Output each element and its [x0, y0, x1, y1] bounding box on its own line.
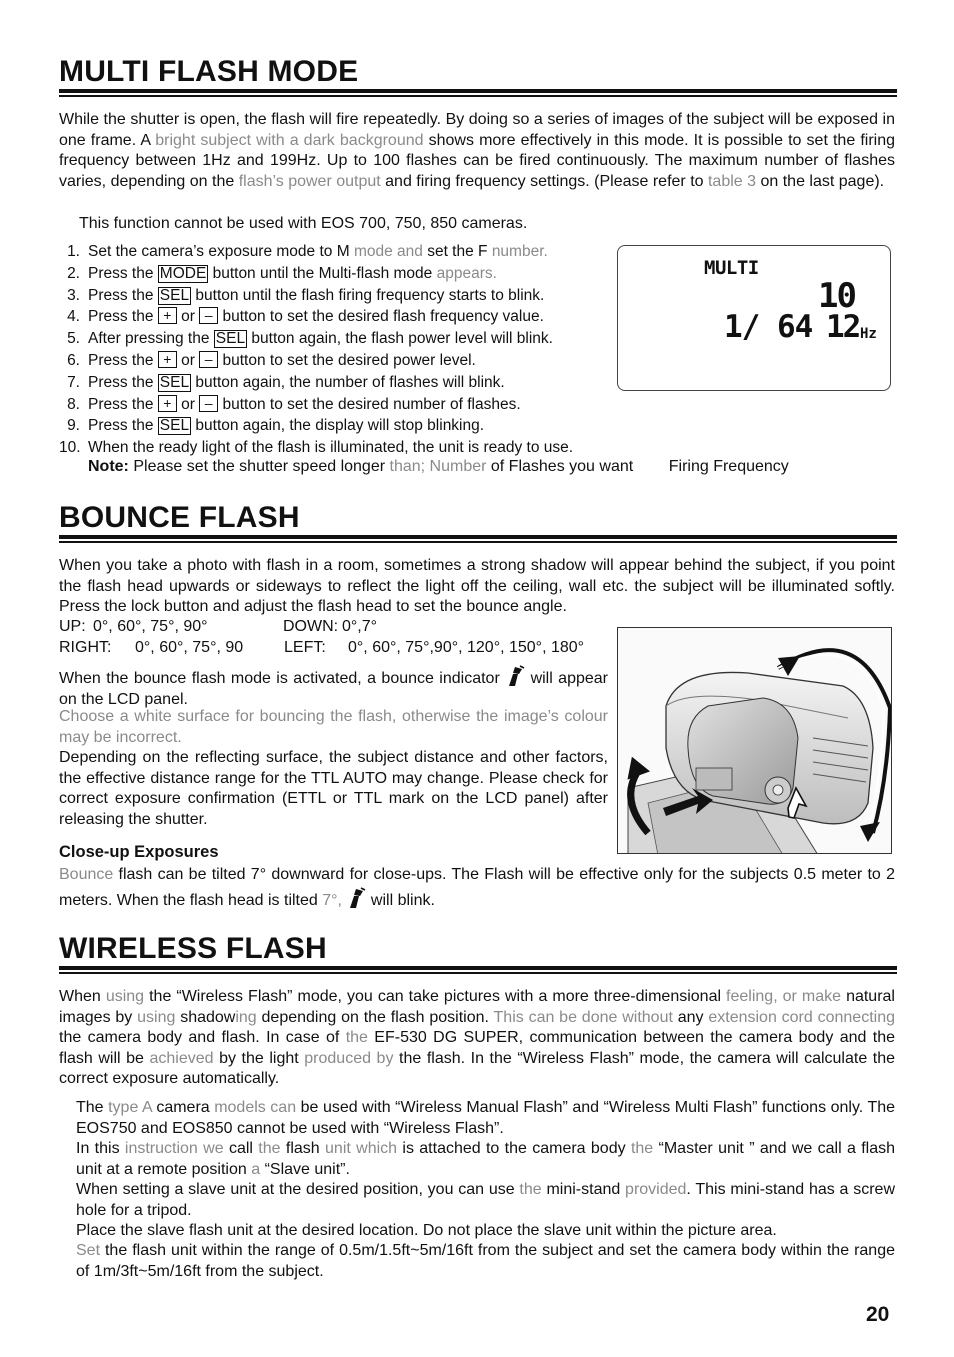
step-item: [59, 328, 619, 350]
lcd-flash-count: 10: [818, 276, 855, 316]
text-run: using: [137, 1008, 176, 1026]
text-run: Bounce: [59, 866, 114, 883]
multi-intro: [59, 110, 895, 192]
text-run: button to set the desired number of flashes.: [218, 395, 521, 413]
text-run: provided: [625, 1181, 687, 1198]
note-label: Note:: [88, 458, 129, 475]
text-run: EF-530 DG SUPER, communication between the camera body and the flash will be: [59, 1029, 896, 1067]
text-run: “Master unit ” and we call a flash unit at a remote position: [76, 1140, 896, 1178]
text-run: Press the: [88, 395, 158, 413]
text-run: than; Number: [389, 458, 487, 475]
text-run: on the last page).: [756, 172, 885, 190]
text-run: Set: [76, 1242, 101, 1259]
text-run: Set the camera’s exposure mode to M: [88, 243, 354, 260]
text-run: the flash unit within the range of 0.5m/1.5ft~5m/16ft from the subject and set the camera body within the range of 1m/3ft~5m/16ft from the subject.: [76, 1242, 895, 1280]
text-run: using: [105, 988, 145, 1005]
text-run: When: [59, 988, 106, 1005]
key-label-sel: SEL: [159, 373, 190, 391]
text-run: a: [251, 1160, 261, 1178]
text-run: be used with “Wireless Manual Flash” and “Wireless Multi Flash” functions only. The EOS750 and EOS850 cannot be used with “Wireless Flash”.: [76, 1099, 896, 1137]
text-run: models can: [214, 1099, 297, 1116]
text-run: In this: [76, 1140, 125, 1157]
master-slave-note: [76, 1139, 895, 1180]
title-rule: [59, 89, 897, 97]
text-run: button until the flash firing frequency starts to blink.: [191, 286, 545, 304]
text-run: 7°,: [322, 891, 342, 909]
key-label-sel: SEL: [159, 417, 190, 435]
slave-placement-note: Place the slave flash unit at the desired location. Do not place the slave unit within the picture area.: [76, 1222, 777, 1239]
text-run: button until the Multi-flash mode: [208, 264, 437, 282]
step-item: [59, 372, 619, 394]
multi-flash-title: MULTI FLASH MODE: [59, 55, 359, 88]
text-run: the flash. In the “Wireless Flash” mode, the camera will calculate the correct exposure automatically.: [59, 1049, 896, 1087]
bounce-flash-title: BOUNCE FLASH: [59, 501, 300, 534]
text-run: mini-stand: [541, 1181, 626, 1198]
step-number: 3.: [67, 286, 80, 304]
bounce-distance-note: Depending on the reflecting surface, the subject distance and other factors, the effective distance range for the TTL AUTO may change. Please check for correct exposure confirmation (ETTL or TTL mark on the LCD panel) after releasing the shutter.: [59, 749, 608, 828]
flash-head-drawing: [618, 628, 892, 854]
text-run: achieved: [149, 1049, 214, 1067]
text-run: call: [223, 1140, 259, 1157]
step-item: [59, 306, 619, 328]
key-label-mode: MODE: [159, 264, 207, 282]
bounce-flash-illustration: [617, 627, 892, 854]
text-run: bright subject with a dark background: [155, 131, 424, 149]
lcd-mode-label: MULTI: [704, 257, 759, 279]
bounce-intro: When you take a photo with flash in a room, sometimes a strong shadow will appear behind the subject, if you point the flash head upwards or sideways to reflect the light off the ceiling, wall etc. the subject will be illuminated softly. Press the lock button and adjust the flash head to set the bounce angle.: [59, 557, 895, 615]
text-run: Press the: [88, 373, 158, 391]
text-run: camera: [151, 1099, 215, 1116]
text-run: set the F: [422, 243, 492, 260]
right-values: 0°, 60°, 75°, 90: [135, 639, 244, 656]
key-label-sel: SEL: [215, 330, 246, 348]
text-run: button to set the desired flash frequency value.: [218, 308, 544, 326]
text-run: and firing frequency settings. (Please refer to: [380, 172, 708, 190]
text-run: appears.: [436, 264, 497, 282]
type-a-note: [76, 1098, 895, 1139]
text-run: the: [630, 1140, 654, 1157]
mini-stand-note: [76, 1180, 895, 1221]
up-values: 0°, 60°, 75°, 90°: [93, 618, 208, 635]
note-text: [129, 458, 789, 475]
step-number: 9.: [67, 417, 80, 435]
text-run: of Flashes you want Firing Frequency: [486, 458, 789, 475]
step-number: 6.: [67, 351, 80, 369]
bounce-indicator-text: [59, 665, 608, 710]
step-item: [59, 285, 619, 307]
text-run: will blink.: [366, 891, 435, 909]
wireless-intro: [59, 987, 895, 1090]
minus-key-label: –: [199, 395, 218, 412]
text-run: Press the: [88, 308, 158, 326]
plus-key-label: +: [158, 307, 177, 324]
left-label: LEFT:: [284, 639, 326, 656]
text-run: any: [672, 1008, 709, 1026]
text-run: When the ready light of the flash is illuminated, the unit is ready to use.: [88, 439, 574, 457]
down-values: 0°,7°: [342, 618, 378, 635]
text-run: Press the: [88, 351, 158, 369]
bounce-indicator-icon: [505, 665, 525, 687]
text-run: shows more effectively in this mode. It is possible to set the firing frequency between 1Hz and 199Hz. Up to 100 flashes can be fired continuously. The maximum number of flashes varies, depending on the: [59, 131, 895, 190]
text-run: While the shutter is open, the flash will fire repeatedly. By doing so a series of images of the subject will be exposed in one frame. A: [59, 111, 895, 149]
text-run: the: [345, 1029, 368, 1046]
text-run: The: [76, 1099, 109, 1116]
text-run: When setting a slave unit at the desired position, you can use: [76, 1181, 520, 1198]
text-run: flash: [280, 1140, 326, 1157]
text-run: button again, the number of flashes will blink.: [191, 373, 505, 391]
key-label-sel: SEL: [159, 286, 190, 304]
white-surface-note: Choose a white surface for bouncing the flash, otherwise the image’s colour may be incorrect.: [59, 708, 608, 746]
text-run: the: [519, 1181, 542, 1198]
bounce-angles: [59, 617, 614, 661]
plus-key-label: +: [158, 395, 177, 412]
text-run: number.: [491, 243, 548, 260]
text-run: This can be done without: [493, 1008, 673, 1026]
bounce-indicator-icon: [346, 887, 366, 909]
minus-key-label: –: [199, 307, 218, 324]
multi-note: [88, 457, 888, 478]
text-run: type A: [108, 1099, 152, 1116]
text-run: button to set the desired power level.: [218, 351, 476, 369]
text-run: unit which: [325, 1140, 398, 1157]
text-run: or: [176, 351, 200, 369]
text-run: by the light: [213, 1049, 305, 1067]
step-number: 1.: [67, 243, 80, 260]
text-run: mode and: [353, 243, 423, 260]
text-run: or: [176, 308, 200, 326]
text-run: After pressing the: [88, 330, 214, 348]
step-number: 5.: [67, 330, 80, 348]
text-run: depending on the flash position.: [256, 1008, 494, 1026]
text-run: extension cord connecting: [708, 1008, 895, 1026]
text-run: produced by: [304, 1049, 394, 1067]
indicator-before: When the bounce flash mode is activated, a bounce indicator: [59, 670, 500, 687]
title-rule: [59, 535, 897, 543]
closeup-text: [59, 864, 895, 912]
lcd-power-level: 1/ 64: [724, 309, 813, 345]
step-number: 4.: [67, 308, 80, 326]
text-run: button again, the display will stop blinking.: [191, 417, 485, 435]
step-item: [59, 394, 619, 416]
text-run: is attached to the camera body: [397, 1140, 631, 1157]
right-label: RIGHT:: [59, 639, 112, 656]
multi-steps-list: [59, 241, 619, 459]
multi-restriction: This function cannot be used with EOS 700, 750, 850 cameras.: [79, 215, 528, 232]
step-item: [59, 263, 619, 285]
text-run: the: [258, 1140, 281, 1157]
range-note: [76, 1241, 895, 1282]
text-run: table 3: [707, 172, 757, 190]
page-number: 20: [866, 1303, 890, 1326]
text-run: ing: [235, 1008, 257, 1026]
step-number: 7.: [67, 373, 80, 391]
text-run: the “Wireless Flash” mode, you can take pictures with a more three-dimensional: [144, 988, 727, 1005]
text-run: the camera body and flash. In case of: [59, 1029, 346, 1046]
plus-key-label: +: [158, 351, 177, 368]
left-values: 0°, 60°, 75°,90°, 120°, 150°, 180°: [348, 639, 585, 656]
minus-key-label: –: [199, 351, 218, 368]
text-run: “Slave unit”.: [260, 1160, 350, 1178]
step-item: [59, 350, 619, 372]
text-run: instruction we: [124, 1140, 224, 1157]
text-run: Press the: [88, 286, 158, 304]
text-run: flash’s power output: [238, 172, 381, 190]
wireless-flash-title: WIRELESS FLASH: [59, 932, 327, 965]
up-label: UP:: [59, 618, 86, 635]
step-item: [59, 415, 619, 437]
text-run: Please set the shutter speed longer: [128, 458, 390, 475]
text-run: feeling, or make: [726, 988, 842, 1005]
down-label: DOWN:: [283, 618, 339, 635]
text-run: button again, the flash power level will blink.: [247, 330, 553, 348]
lcd-display: [617, 245, 891, 391]
text-run: . This mini-stand has a screw hole for a tripod.: [76, 1181, 895, 1219]
step-item: [59, 437, 619, 459]
indicator-after: will appear on the LCD panel.: [59, 670, 608, 708]
step-number: 2.: [67, 264, 80, 282]
text-run: flash can be tilted 7° downward for close-ups. The Flash will be effective only for the subjects 0.5 meter to 2 meters. When the flash head is tilted: [59, 866, 895, 909]
step-number: 10.: [59, 439, 81, 457]
closeup-title: Close-up Exposures: [59, 843, 219, 861]
step-number: 8.: [67, 395, 80, 413]
lcd-frequency: 12: [826, 309, 860, 345]
step-item: [59, 241, 619, 263]
text-run: Press the: [88, 417, 158, 435]
title-rule: [59, 966, 897, 974]
text-run: or: [176, 395, 200, 413]
lcd-frequency-unit: Hz: [860, 326, 877, 342]
text-run: Press the: [88, 264, 158, 282]
text-run: shadow: [175, 1008, 236, 1026]
text-run: natural images by: [59, 988, 895, 1026]
